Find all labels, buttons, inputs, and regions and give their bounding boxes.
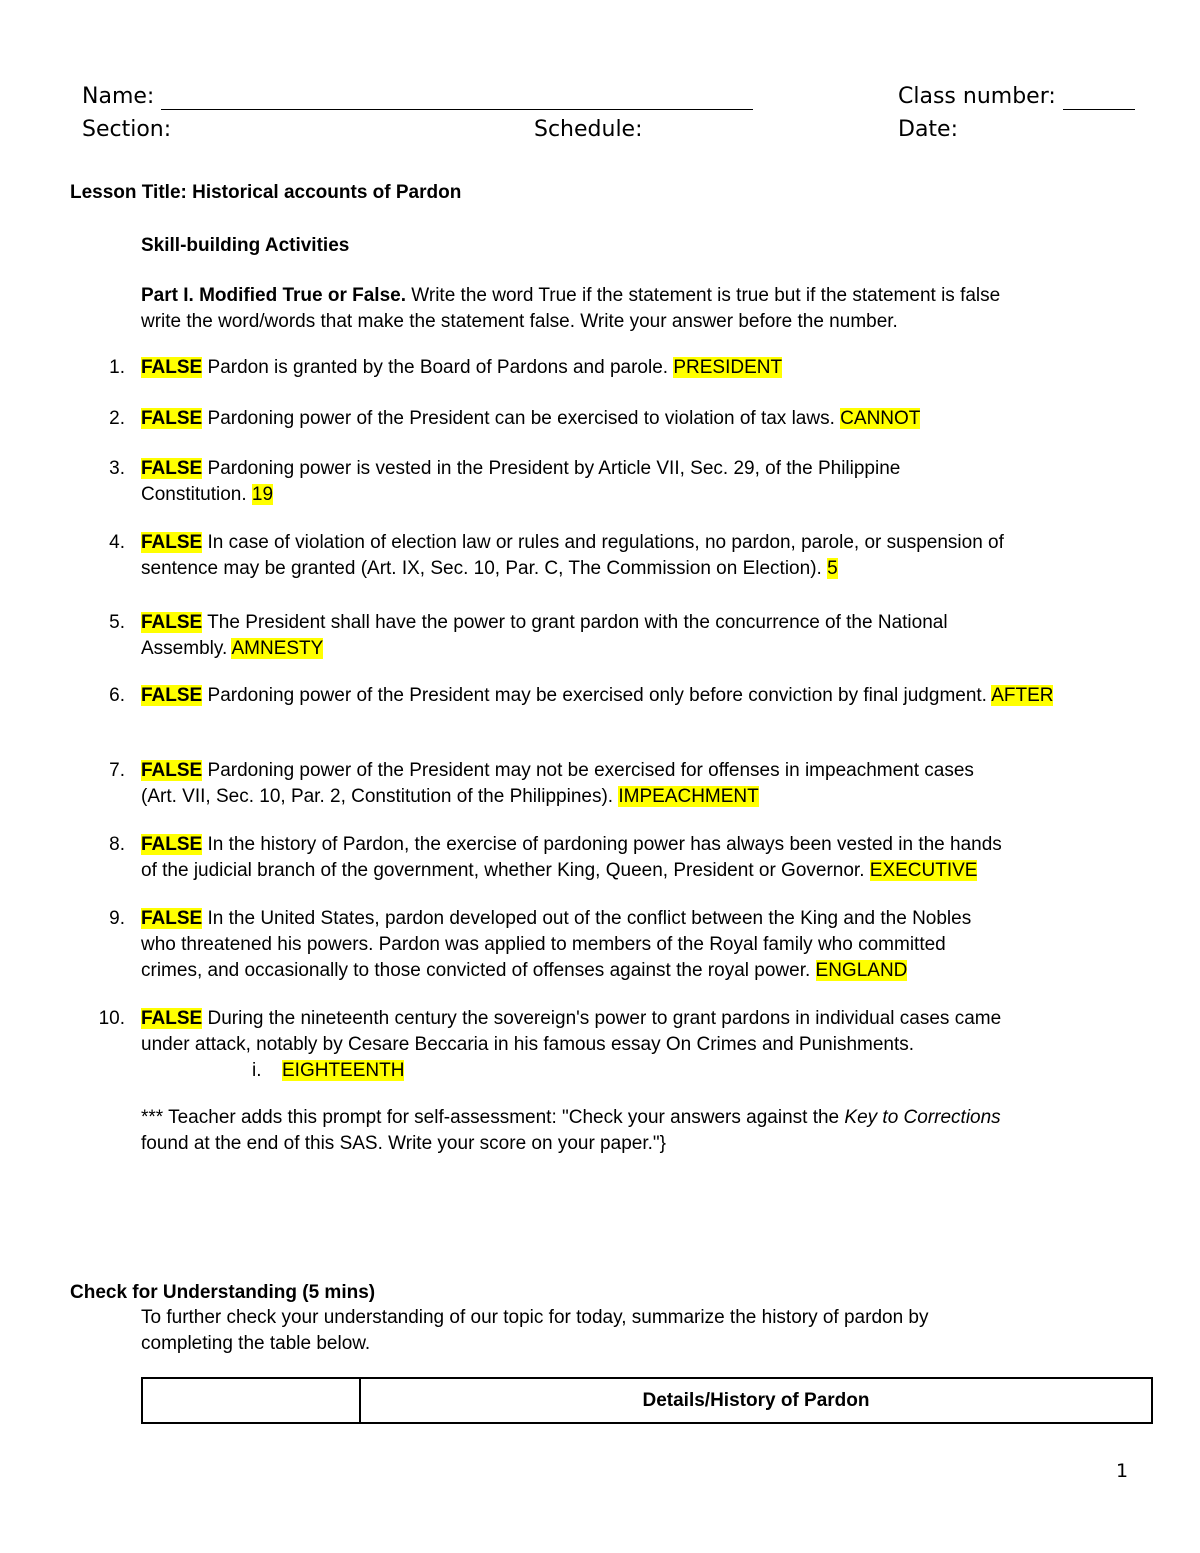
answer-highlight: FALSE — [141, 685, 203, 706]
check-understanding-heading: Check for Understanding (5 mins) — [70, 1282, 376, 1303]
question-item — [141, 832, 1141, 884]
correction-highlight: 5 — [827, 558, 838, 579]
question-number: 9. — [109, 908, 125, 929]
table-header-row — [142, 1378, 1152, 1423]
date-label: Date: — [898, 117, 958, 142]
question-text: Pardon is granted by the Board of Pardons and parole. — [207, 357, 669, 378]
teacher-note-line2: found at the end of this SAS. Write your score on your paper."} — [141, 1133, 666, 1154]
question-text: Pardoning power of the President may not be exercised for offenses in impeachment cases — [207, 760, 974, 781]
answer-highlight: FALSE — [141, 1008, 203, 1029]
correction-highlight: IMPEACHMENT — [618, 786, 759, 807]
check-understanding-text — [141, 1305, 929, 1357]
question-text: of the judicial branch of the government, whether King, Queen, President or Governor. — [141, 860, 865, 881]
name-label: Name: — [82, 84, 155, 109]
table-header-cell-1 — [142, 1378, 360, 1423]
question-text: Pardoning power is vested in the President by Article VII, Sec. 29, of the Philippine — [207, 458, 901, 479]
part1-instruction-line1: Write the word True if the statement is true but if the statement is false — [411, 285, 1001, 306]
question-text: In case of violation of election law or rules and regulations, no pardon, parole, or suspension of — [207, 532, 1004, 553]
teacher-note-italic: Key to Corrections — [844, 1107, 1001, 1128]
question-item — [141, 758, 1141, 810]
activities-heading: Skill-building Activities — [141, 235, 350, 256]
question-text: During the nineteenth century the sovereign's power to grant pardons in individual cases came — [207, 1008, 1002, 1029]
question-text: In the United States, pardon developed out of the conflict between the King and the Nobles — [207, 908, 972, 929]
question-item — [141, 610, 1141, 662]
section-label: Section: — [82, 117, 172, 142]
question-text: under attack, notably by Cesare Beccaria in his famous essay On Crimes and Punishments. — [141, 1034, 915, 1055]
name-blank[interactable] — [161, 84, 753, 110]
question-text: Constitution. — [141, 484, 247, 505]
correction-highlight: ENGLAND — [815, 960, 908, 981]
teacher-note-prefix: *** Teacher adds this prompt for self-assessment: "Check your answers against the — [141, 1107, 845, 1128]
answer-highlight: FALSE — [141, 760, 203, 781]
question-item — [141, 683, 1141, 709]
correction-highlight: EIGHTEENTH — [282, 1060, 405, 1081]
name-field — [82, 84, 753, 110]
question-text: (Art. VII, Sec. 10, Par. 2, Constitution of the Philippines). — [141, 786, 614, 807]
answer-highlight: FALSE — [141, 458, 203, 479]
teacher-note — [141, 1105, 1001, 1157]
correction-highlight: 19 — [251, 484, 274, 505]
correction-highlight: AFTER — [991, 685, 1054, 706]
question-number: 2. — [109, 408, 125, 429]
page-number: 1 — [1116, 1460, 1129, 1482]
check-understanding-line1: To further check your understanding of our topic for today, summarize the history of pardon by — [141, 1307, 929, 1328]
question-number: 1. — [109, 357, 125, 378]
table-header-cell-2: Details/History of Pardon — [360, 1378, 1152, 1423]
question-number: 5. — [109, 612, 125, 633]
answer-highlight: FALSE — [141, 408, 203, 429]
question-text: Assembly. — [141, 638, 228, 659]
answer-highlight: FALSE — [141, 612, 203, 633]
question-item — [141, 530, 1141, 582]
question-number: 6. — [109, 685, 125, 706]
part1-instruction-line2: write the word/words that make the statement false. Write your answer before the number. — [141, 311, 898, 332]
question-number: 10. — [98, 1008, 125, 1029]
part1-heading: Part I. Modified True or False. — [141, 285, 406, 306]
answer-highlight: FALSE — [141, 532, 203, 553]
question-text: who threatened his powers. Pardon was applied to members of the Royal family who committed — [141, 934, 946, 955]
check-understanding-line2: completing the table below. — [141, 1333, 371, 1354]
question-text: In the history of Pardon, the exercise of pardoning power has always been vested in the hands — [207, 834, 1002, 855]
class-number-field — [898, 84, 1135, 110]
class-number-label: Class number: — [898, 84, 1056, 109]
question-item — [141, 406, 1141, 432]
correction-highlight: AMNESTY — [231, 638, 324, 659]
answer-highlight: FALSE — [141, 834, 203, 855]
correction-highlight: CANNOT — [840, 408, 921, 429]
question-text: sentence may be granted (Art. IX, Sec. 10, Par. C, The Commission on Election). — [141, 558, 822, 579]
question-text: Pardoning power of the President can be exercised to violation of tax laws. — [207, 408, 835, 429]
question-item — [141, 906, 1141, 984]
question-number: 4. — [109, 532, 125, 553]
correction-highlight: EXECUTIVE — [869, 860, 978, 881]
class-number-blank[interactable] — [1063, 84, 1135, 110]
question-text: Pardoning power of the President may be exercised only before conviction by final judgment. — [207, 685, 987, 706]
question-item — [141, 1006, 1141, 1084]
question-item — [141, 456, 1141, 508]
answer-highlight: FALSE — [141, 357, 203, 378]
correction-highlight: PRESIDENT — [673, 357, 783, 378]
pardon-history-table — [141, 1377, 1153, 1424]
question-text: The President shall have the power to grant pardon with the concurrence of the National — [207, 612, 948, 633]
question-item — [141, 355, 1141, 381]
question-number: 8. — [109, 834, 125, 855]
sub-marker: i. — [252, 1060, 262, 1081]
part1-instructions — [141, 283, 1000, 335]
question-text: crimes, and occasionally to those convicted of offenses against the royal power. — [141, 960, 811, 981]
answer-highlight: FALSE — [141, 908, 203, 929]
question-number: 7. — [109, 760, 125, 781]
schedule-label: Schedule: — [534, 117, 643, 142]
question-number: 3. — [109, 458, 125, 479]
lesson-title: Lesson Title: Historical accounts of Pardon — [70, 182, 462, 203]
